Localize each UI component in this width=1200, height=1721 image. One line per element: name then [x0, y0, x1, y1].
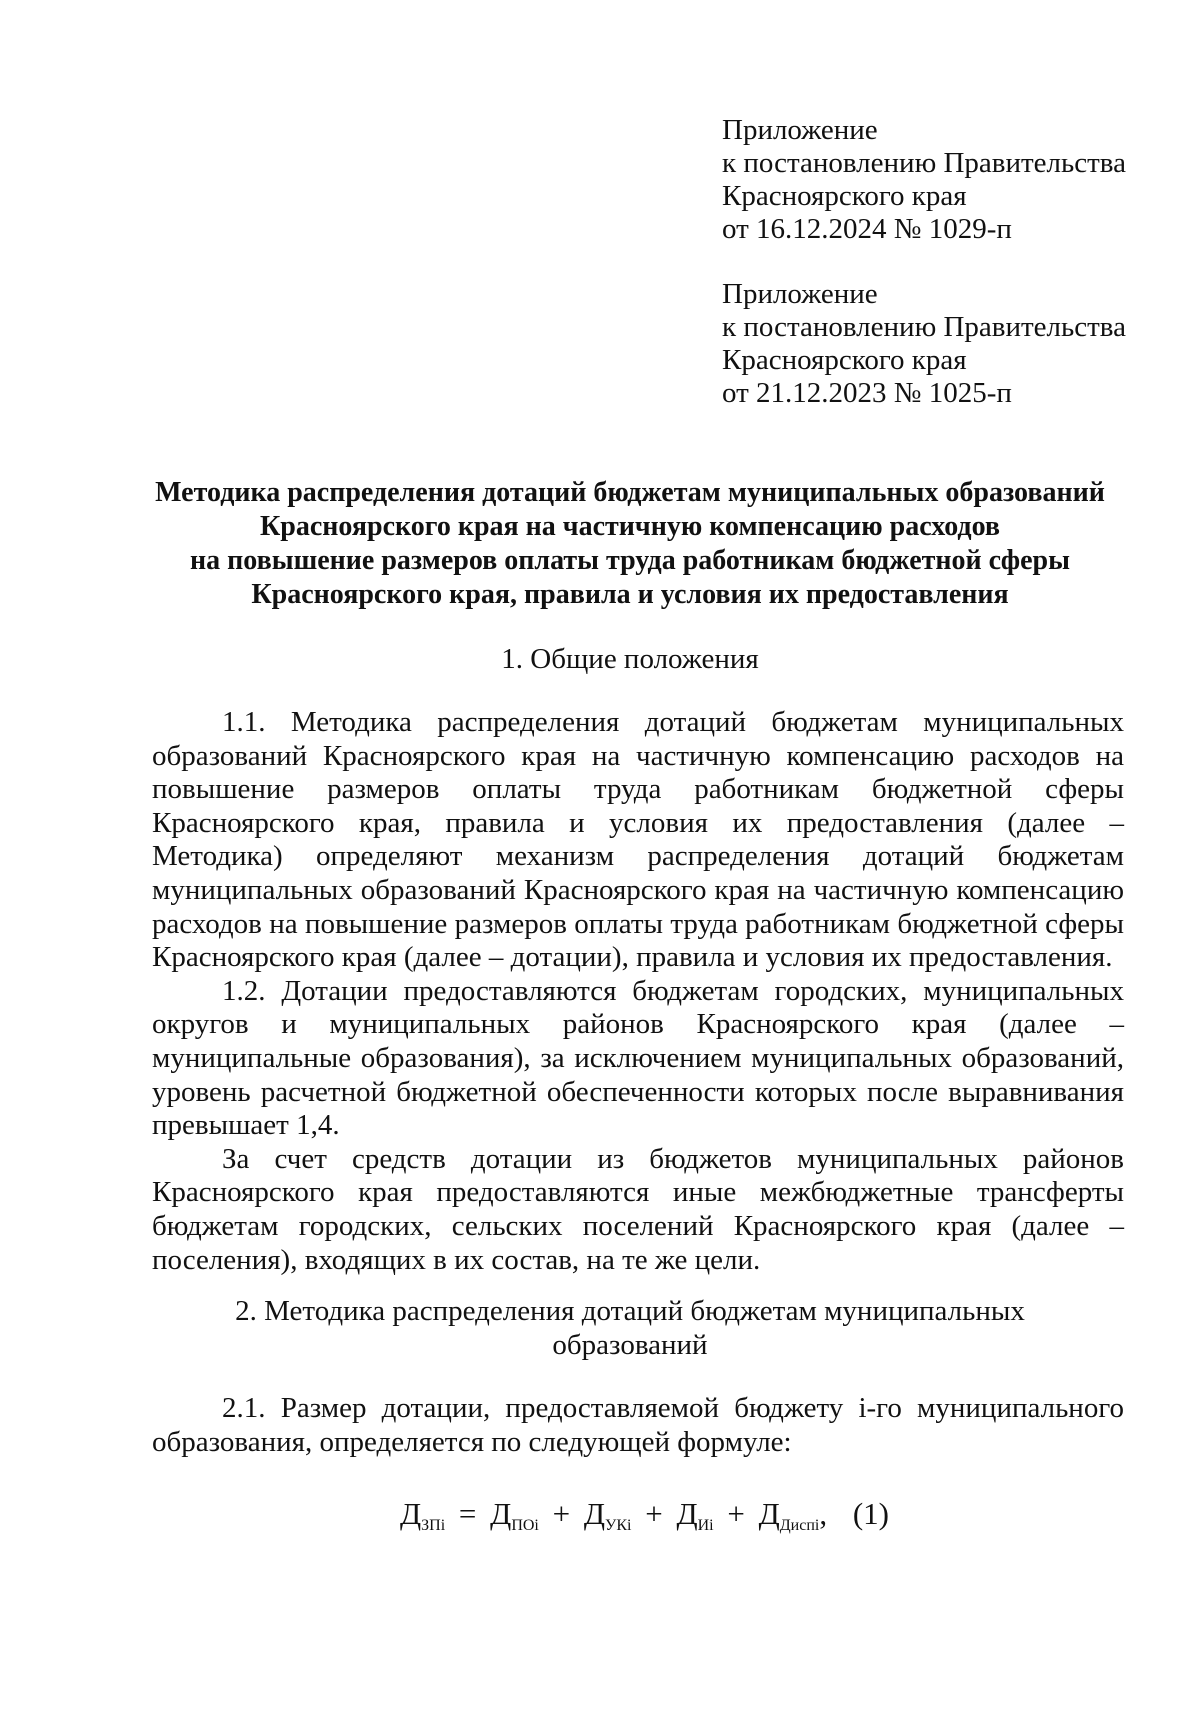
title-line: Красноярского края, правила и условия их предоставления	[251, 579, 1009, 610]
title-line: на повышение размеров оплаты труда работникам бюджетной сферы	[190, 545, 1070, 576]
section-heading-text: 2. Методика распределения дотаций бюджетам муниципальных	[235, 1295, 1025, 1327]
formula-plus: +	[645, 1496, 663, 1531]
appendix-region: Красноярского края	[722, 344, 967, 376]
paragraph-1-2-continued: За счет средств дотации из бюджетов муниципальных районов Красноярского края предоставляются иные межбюджетные трансферты бюджетам городских, сельских поселений Красноярского края (далее – поселения), входящих в их состав, на те же цели.	[152, 1142, 1124, 1276]
section-1-body	[152, 706, 1124, 1277]
title-line: Методика распределения дотаций бюджетам муниципальных образований	[155, 477, 1105, 508]
section-1-heading	[130, 642, 1130, 676]
formula-term-i: $Д_{Иi}$	[676, 1496, 714, 1534]
section-2-body	[152, 1392, 1124, 1459]
formula-1	[400, 1494, 889, 1546]
formula-lhs: $Д_{ЗПi}$	[400, 1496, 446, 1534]
appendix-label: Приложение	[722, 278, 878, 310]
section-2-heading	[130, 1294, 1130, 1362]
section-heading-text: образований	[552, 1329, 708, 1361]
appendix-region: Красноярского края	[722, 180, 967, 212]
document-title	[130, 476, 1130, 612]
appendix-date-number: от 21.12.2023 № 1025-п	[722, 377, 1012, 409]
formula-plus: +	[727, 1496, 745, 1531]
paragraph-1-2: 1.2. Дотации предоставляются бюджетам городских, муниципальных округов и муниципальных районов Красноярского края (далее – муниципальные образования), за исключением муниципальных образований, уровень расчетной бюджетной обеспеченности которых после выравнивания превышает 1,4.	[152, 974, 1124, 1142]
appendix-label: Приложение	[722, 114, 878, 146]
title-line: Красноярского края на частичную компенсацию расходов	[259, 511, 1001, 542]
paragraph-1-1: 1.1. Методика распределения дотаций бюджетам муниципальных образований Красноярского края на частичную компенсацию расходов на повышение размеров оплаты труда работникам бюджетной сферы Красноярского края, правила и условия их предоставления (далее – Методика) определяют механизм распределения дотаций бюджетам муниципальных образований Красноярского края на частичную компенсацию расходов на повышение размеров оплаты труда работникам бюджетной сферы Красноярского края (далее – дотации), правила и условия их предоставления.	[152, 706, 1124, 974]
section-heading-text: 1. Общие положения	[501, 643, 759, 675]
formula-equals: =	[458, 1496, 477, 1531]
appendix-date-number: от 16.12.2024 № 1029-п	[722, 213, 1012, 245]
formula-term-uk: $Д_{УКi}$	[583, 1496, 632, 1534]
formula-number: (1)	[852, 1496, 889, 1531]
formula-plus: +	[552, 1496, 571, 1531]
appendix-ref: к постановлению Правительства	[722, 311, 1126, 343]
formula-comma: ,	[819, 1496, 828, 1531]
appendix-ref: к постановлению Правительства	[722, 147, 1126, 179]
appendix-block-2023	[722, 278, 1162, 410]
paragraph-2-1: 2.1. Размер дотации, предоставляемой бюджету i-го муниципального образования, определяется по следующей формуле:	[152, 1392, 1124, 1458]
formula-term-po: $Д_{ПОi}$	[490, 1496, 539, 1534]
appendix-block-2024	[722, 114, 1162, 246]
formula-term-disp: $Д_{Диспi}$	[758, 1496, 820, 1534]
